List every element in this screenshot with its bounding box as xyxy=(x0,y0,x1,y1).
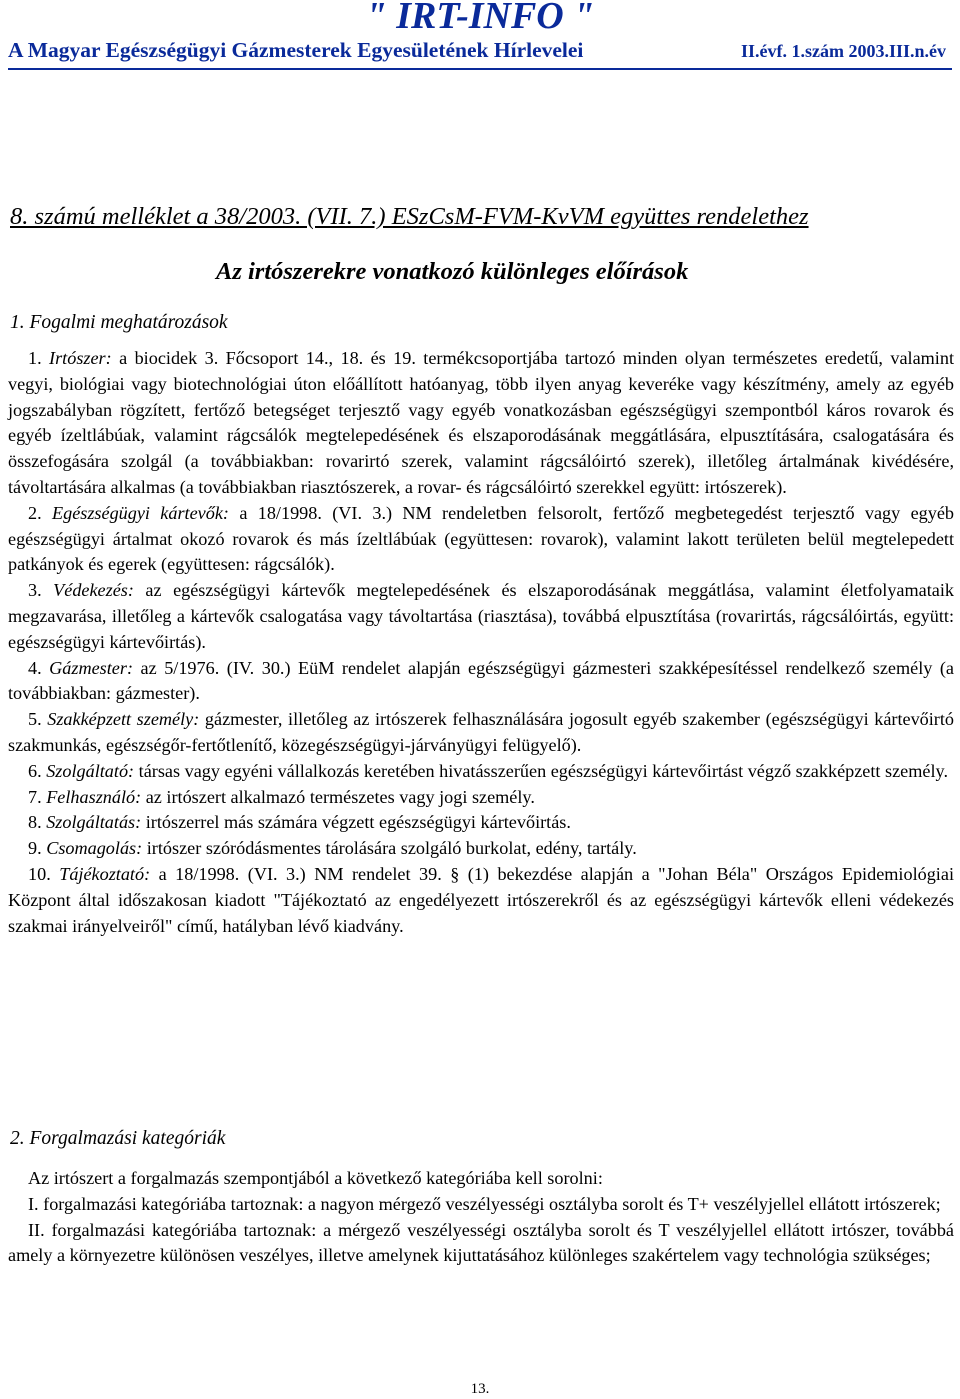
definition-term: Gázmester: xyxy=(49,657,134,678)
definition-term: Csomagolás: xyxy=(46,838,143,859)
definition-number: 8. xyxy=(28,812,42,833)
part1-heading: 1. Fogalmi meghatározások xyxy=(10,312,228,333)
issue-info: II.évf. 1.szám 2003.III.n.év xyxy=(741,41,946,61)
categories-intro: Az irtószert a forgalmazás szempontjából a következő kategóriába kell sorolni: xyxy=(28,1168,603,1188)
definition-term: Szolgáltató: xyxy=(46,760,135,781)
definition-text: az egészségügyi kártevők megtelepedésének és elszaporodásának meggátlása, valamint életfolyamataik megzavarása, illetőleg a kártevők csalogatása vagy távoltartása (riasztása), továbbá elpusztítása (rovarirtás, rágcsálóirtás, együtt: egészségügyi kártevőirtás). xyxy=(8,580,954,652)
definition-number: 6. xyxy=(28,760,42,781)
annex-title: 8. számú melléklet a 38/2003. (VII. 7.) ESzCsM-FVM-KvVM együttes rendelethez xyxy=(10,203,809,230)
page-number: 13. xyxy=(470,1381,490,1397)
definition-text: gázmester, illetőleg az irtószerek felhasználására jogosult egyéb szakember (egészségügyi kártevőirtó szakmunkás, egészségőr-fertőtlenítő, közegészségügyi-járványügyi felügyelő). xyxy=(8,709,955,755)
definition-item xyxy=(8,862,954,939)
section-title: Az irtószerekre vonatkozó különleges előírások xyxy=(216,258,689,285)
definition-item xyxy=(8,810,954,836)
definition-term: Egészségügyi kártevők: xyxy=(51,502,229,523)
definition-number: 1. xyxy=(28,348,42,368)
definition-number: 10. xyxy=(28,863,51,884)
definition-text: a 18/1998. (VI. 3.) NM rendeletben felsorolt, fertőző megbetegedést terjesztő vagy egyéb egészségügyi ártalmat okozó rovarok és más ízeltlábúak (együttesen: rovarok), valamint lakott területen belül megtelepedett patkányok és egerek (együttesen: rágcsálók). xyxy=(8,502,955,575)
definition-item xyxy=(8,578,954,655)
header-divider xyxy=(8,68,952,70)
definition-item xyxy=(8,836,954,862)
definition-item xyxy=(8,656,954,708)
category-item: II. forgalmazási kategóriába tartoznak: a mérgező veszélyességi osztályba sorolt és T veszélyjellel ellátott irtószer, továbbá amely a környezetre különösen veszélyes, illetve amelynek kijuttatásához különleges szakértelem vagy technológia szükséges; xyxy=(8,1219,954,1266)
definition-item xyxy=(8,759,954,785)
definition-term: Irtószer: xyxy=(49,348,112,368)
definition-term: Szolgáltatás: xyxy=(46,812,142,833)
definition-text: a biocidek 3. Főcsoport 14., 18. és 19. termékcsoportjába tartozó minden olyan természetes eredetű, valamint vegyi, biológiai vagy biotechnológiai úton előállított hatóanyag, több ilyen anyag keveréke vagy készítmény, amely az egyéb jogszabályban rögzített, fertőző betegséget terjesztő vagy egyéb vonatkozásban egészségügyi szempontból káros rovarok és egyéb ízeltlábúak, valamint rágcsálók megtelepedésének és elszaporodásának meggátlására, elpusztítására, csalogatására és összefogására szolgál (a továbbiakban: rovarirtó szerek, valamint rágcsálóirtó szerek), illetőleg ártalmának kivédésére, távoltartására alkalmas (a továbbiakban riasztószerek, a rovar- és rágcsálóirtó szerekkel együtt: irtószerek). xyxy=(8,348,955,497)
part2-heading: 2. Forgalmazási kategóriák xyxy=(10,1128,226,1149)
newsletter-header xyxy=(0,0,960,70)
definition-number: 2. xyxy=(28,502,42,523)
definition-term: Tájékoztató: xyxy=(59,863,151,884)
definition-term: Szakképzett személy: xyxy=(47,709,200,730)
definitions-list xyxy=(8,346,954,939)
definition-text: irtószer szóródásmentes tárolására szolgáló burkolat, edény, tartály. xyxy=(146,838,637,859)
definition-item xyxy=(8,501,954,578)
definition-text: az irtószert alkalmazó természetes vagy jogi személy. xyxy=(145,786,535,807)
definition-text: a 18/1998. (VI. 3.) NM rendelet 39. § (1) bekezdése alapján a "Johan Béla" Országos Epidemiológiai Központ által időszakosan kiadott "Tájékoztató az engedélyezett irtószerekről és az egészségügyi kártevők elleni védekezés szakmai irányelveiről" című, hatályban lévő kiadvány. xyxy=(8,863,954,936)
category-item: I. forgalmazási kategóriába tartoznak: a nagyon mérgező veszélyességi osztályba sorolt és T+ veszélyjellel ellátott irtószerek; xyxy=(28,1193,941,1214)
masthead-title: " IRT-INFO " xyxy=(365,0,595,37)
categories-list xyxy=(8,1166,954,1269)
definition-text: irtószerrel más számára végzett egészségügyi kártevőirtás. xyxy=(145,812,571,833)
newsletter-subtitle: A Magyar Egészségügyi Gázmesterek Egyesületének Hírlevelei xyxy=(8,38,584,62)
definition-number: 7. xyxy=(28,786,42,807)
definition-text: az 5/1976. (IV. 30.) EüM rendelet alapján egészségügyi gázmesteri szakképesítéssel rendelkező személy (a továbbiakban: gázmester). xyxy=(8,657,955,704)
definition-item xyxy=(8,785,954,811)
definition-number: 5. xyxy=(28,709,42,730)
definition-item xyxy=(8,346,954,501)
definition-number: 9. xyxy=(28,838,42,859)
definition-number: 4. xyxy=(28,657,42,678)
definition-term: Felhasználó: xyxy=(46,786,142,807)
definition-item xyxy=(8,707,954,759)
definition-term: Védekezés: xyxy=(53,580,134,601)
definition-number: 3. xyxy=(28,580,42,601)
definition-text: társas vagy egyéni vállalkozás keretében hivatásszerűen egészségügyi kártevőirtást végző szakképzett személy. xyxy=(138,760,948,781)
